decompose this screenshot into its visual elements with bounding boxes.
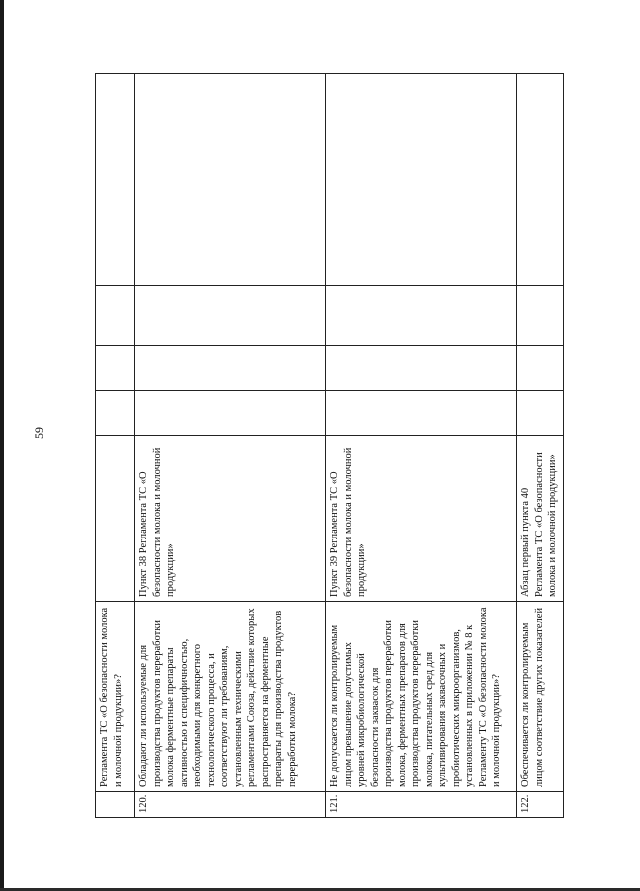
row-number bbox=[96, 792, 135, 818]
empty-cell bbox=[517, 74, 564, 286]
scan-edge bbox=[0, 0, 4, 891]
empty-cell bbox=[517, 346, 564, 391]
table-row bbox=[326, 74, 517, 818]
question-cell: Обеспечивается ли контролируемым лицом соответствие других показателей bbox=[517, 602, 564, 792]
empty-cell bbox=[96, 346, 135, 391]
row-number: 121. bbox=[326, 792, 517, 818]
empty-cell bbox=[326, 286, 517, 346]
table-row bbox=[517, 74, 564, 818]
empty-cell bbox=[326, 346, 517, 391]
row-number: 122. bbox=[517, 792, 564, 818]
reference-cell bbox=[96, 436, 135, 602]
empty-cell bbox=[517, 286, 564, 346]
page-number: 59 bbox=[32, 427, 46, 439]
empty-cell bbox=[96, 286, 135, 346]
empty-cell bbox=[135, 391, 326, 436]
empty-cell bbox=[96, 74, 135, 286]
question-cell: Обладают ли используемые для производства продуктов переработки молока ферментные препараты активностью и специфичностью, необходимыми для конкретного технологического процесса, и соответствуют ли требованиям, установленным техническими регламентами Союза, действие которых распространяется на ферментные препараты для производства продуктов переработки молока? bbox=[135, 602, 326, 792]
empty-cell bbox=[326, 74, 517, 286]
reference-cell: Пункт 39 Регламента ТС «О безопасности молока и молочной продукции» bbox=[326, 436, 517, 602]
empty-cell bbox=[135, 74, 326, 286]
empty-cell bbox=[517, 391, 564, 436]
question-cell: Не допускается ли контролируемым лицом превышение допустимых уровней микробиологической безопасности заквасок для производства продуктов переработки молока, ферментных препаратов для производства продуктов переработки молока, питательных сред для культивирования заквасочных и пробиотических микроорганизмов, установленных в приложении № 8 к Регламенту ТС «О безопасности молока и молочной продукции»? bbox=[326, 602, 517, 792]
empty-cell bbox=[96, 391, 135, 436]
empty-cell bbox=[326, 391, 517, 436]
empty-cell bbox=[135, 346, 326, 391]
question-cell: Регламента ТС «О безопасности молока и молочной продукции»? bbox=[96, 602, 135, 792]
empty-cell bbox=[135, 286, 326, 346]
reference-cell: Пункт 38 Регламента ТС «О безопасности молока и молочной продукции» bbox=[135, 436, 326, 602]
table-row bbox=[135, 74, 326, 818]
rotated-table-sheet bbox=[95, 73, 558, 818]
row-number: 120. bbox=[135, 792, 326, 818]
table-row bbox=[96, 74, 135, 818]
requirements-table bbox=[95, 73, 564, 818]
reference-cell: Абзац первый пункта 40 Регламента ТС «О безопасности молока и молочной продукции» bbox=[517, 436, 564, 602]
